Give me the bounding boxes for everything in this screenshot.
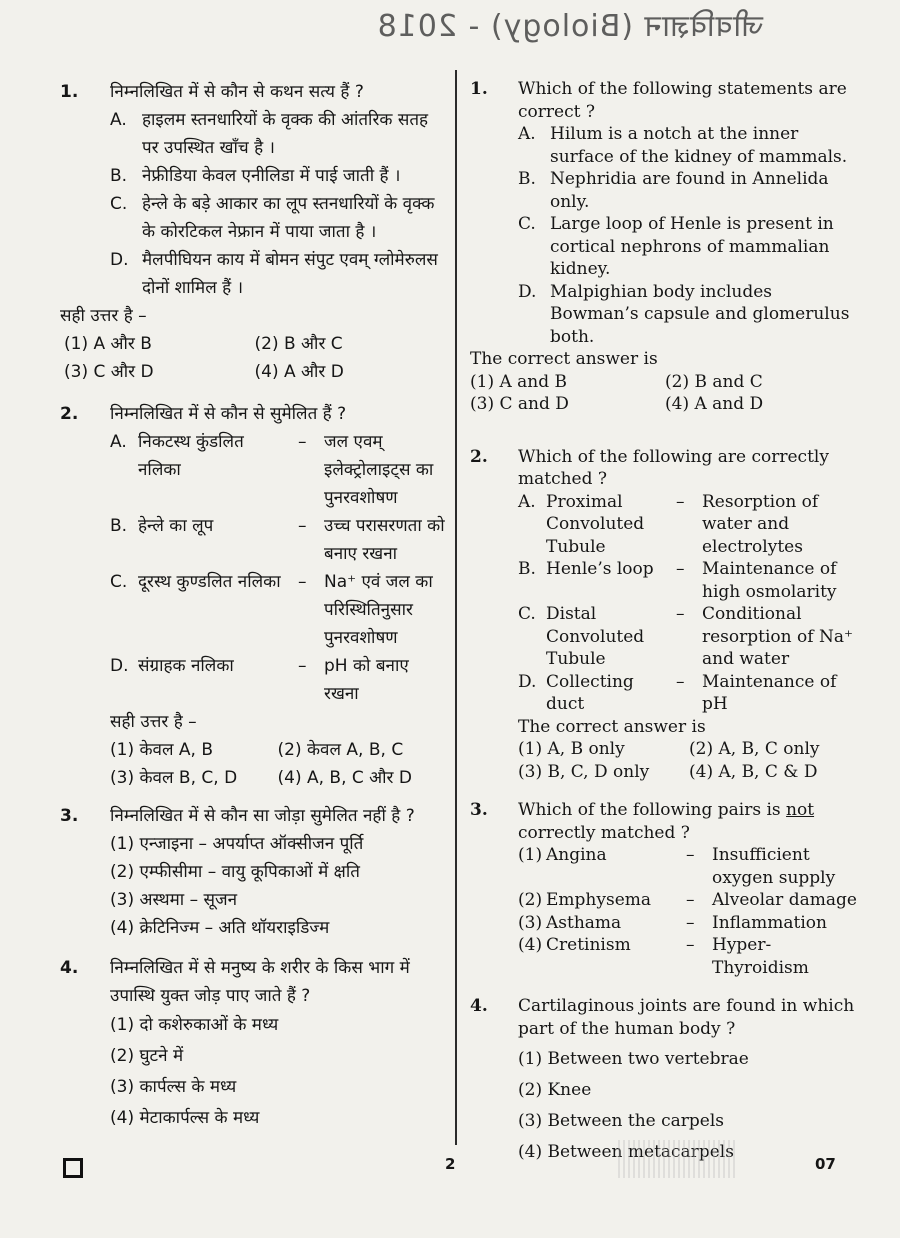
answer-option-2[interactable]: (2) B और C — [254, 334, 343, 354]
match-right: Conditional resorption of Na⁺ and water — [702, 604, 853, 669]
answer-option-1[interactable]: (1) दो कशेरुकाओं के मध्य — [110, 1015, 279, 1035]
question-text: निम्नलिखित में से कौन से कथन सत्य हैं ? — [110, 82, 364, 102]
answer-option-2[interactable]: (2) एम्फीसीमा – वायु कूपिकाओं में क्षति — [110, 862, 360, 882]
question-text: निम्नलिखित में से मनुष्य के शरीर के किस भाग में उपास्थि युक्त जोड़ पाए जाते हैं ? — [110, 958, 410, 1006]
answer-option-1[interactable]: (1) Angina — [518, 845, 607, 865]
answer-intro: The correct answer is — [470, 349, 658, 369]
match-table: A. निकटस्थ कुंडलित नलिका – जल एवम् इलेक्ट्रोलाइट्स का पुनरवशोषण B. हेन्ले का लूप – उच्च परासरणता को बनाए रखना C. दूरस्थ कुण्डलित नलिका – Na⁺ एवं जल का परिस्थितिनुसार पुनरवशोषण D. संग्राहक नलिका – pH को बनाए रखना — [110, 428, 445, 708]
answer-option-3[interactable]: (3) Asthama — [518, 912, 622, 933]
answer-option-4[interactable]: (4) क्रेटिनिज्म – अति थॉयराइडिज्म — [110, 918, 330, 938]
answer-option-1[interactable]: (1) एन्जाइना – अपर्याप्त ऑक्सीजन पूर्ति — [110, 834, 364, 854]
match-left: C. Distal Convoluted Tubule — [518, 604, 645, 669]
page-number: 2 — [445, 1155, 456, 1173]
answer-option-2[interactable]: (2) घुटने में — [110, 1046, 184, 1066]
english-question-2 — [470, 446, 860, 784]
question-number: 4. — [60, 958, 79, 978]
statement-b: B. Nephridia are found in Annelida only. — [518, 169, 829, 212]
answer-option-1[interactable]: (1) A, B only — [518, 739, 625, 759]
question-number: 4. — [470, 996, 488, 1016]
match-left: B. Henle’s loop — [518, 559, 654, 579]
match-table: (1) Angina – Insufficient oxygen supply (2) Emphysema – Alveolar damage (3) Asthama – Inflammation (4) Cretinism – Hyper-Thyroidism — [518, 845, 857, 978]
match-right: Na⁺ एवं जल का परिस्थितिनुसार पुनरवशोषण — [324, 572, 433, 648]
statement-a: A. Hilum is a notch at the inner surface of the kidney of mammals. — [518, 124, 848, 167]
answer-option-3[interactable]: (3) B, C, D only — [518, 761, 650, 782]
answer-option-2[interactable]: (2) A, B, C only — [689, 739, 820, 759]
match-right: उच्च परासरणता को बनाए रखना — [324, 516, 445, 564]
match-left: D. Collecting duct — [518, 671, 634, 714]
hindi-question-2 — [60, 400, 445, 792]
match-left: B. हेन्ले का लूप — [110, 516, 214, 536]
statement-c: C. हेन्ले के बड़े आकार का लूप स्तनधारियों के वृक्क के कोरटिकल नेफ्रान में पाया जाता है । — [110, 194, 435, 242]
statement-c: C. Large loop of Henle is present in cortical nephrons of mammalian kidney. — [518, 214, 834, 279]
question-number: 2. — [60, 404, 79, 424]
handwritten-header: जीवविज्ञान (Biology) - 2018 — [376, 9, 764, 44]
answer-option-3[interactable]: (3) C और D — [64, 362, 154, 382]
match-right: Resorption of water and electrolytes — [702, 491, 819, 557]
english-question-3 — [470, 799, 860, 979]
answer-option-3[interactable]: (3) Between the carpels — [518, 1111, 725, 1131]
match-left: A. निकटस्थ कुंडलित नलिका — [110, 432, 244, 480]
question-text: Cartilaginous joints are found in which part of the human body ? — [518, 996, 855, 1039]
answer-option-4[interactable]: (4) A and D — [665, 394, 764, 414]
question-number: 1. — [470, 79, 488, 99]
answer-option-3[interactable]: (3) केवल B, C, D — [110, 768, 238, 788]
statement-a: A. हाइलम स्तनधारियों के वृक्क की आंतरिक सतह पर उपस्थित खाँच है । — [110, 110, 429, 158]
hindi-question-1 — [60, 78, 445, 386]
match-right: Maintenance of high osmolarity — [702, 559, 837, 602]
answer-option-1[interactable]: (1) A और B — [64, 334, 152, 354]
answer-options — [60, 330, 445, 386]
question-number: 3. — [470, 800, 488, 820]
answer-option-4[interactable]: (4) A और D — [254, 362, 344, 382]
question-number: 1. — [60, 82, 79, 102]
answer-option-3[interactable]: (3) कार्पल्स के मध्य — [110, 1077, 237, 1097]
column-divider — [455, 70, 457, 1145]
answer-option-4[interactable]: (4) A, B, C & D — [689, 761, 818, 782]
english-column — [470, 78, 860, 1180]
answer-intro: सही उत्तर है – — [60, 306, 147, 326]
answer-option-4[interactable]: (4) Cretinism — [518, 935, 631, 955]
barcode-image — [618, 1140, 738, 1178]
answer-option-2[interactable]: (2) केवल A, B, C — [277, 740, 404, 760]
match-left: D. संग्राहक नलिका — [110, 656, 234, 676]
question-text: Which of the following are correctly matched ? — [518, 446, 829, 489]
answer-option-4[interactable]: (4) A, B, C और D — [277, 768, 413, 788]
answer-option-1[interactable]: (1) Between two vertebrae — [518, 1049, 749, 1069]
answer-options — [110, 736, 445, 792]
corner-square-marker — [63, 1158, 83, 1178]
english-question-1 — [470, 78, 860, 416]
answer-option-4[interactable]: (4) मेटाकार्पल्स के मध्य — [110, 1108, 260, 1128]
match-table: A. Proximal Convoluted Tubule – Resorption of water and electrolytes B. Henle’s loop – Maintenance of high osmolarity C. Distal Convoluted Tubule – Conditional resorption of Na⁺ and water D. Collecting duct – Maintenance of pH — [518, 491, 860, 716]
booklet-code: 07 — [815, 1155, 836, 1173]
question-number: 3. — [60, 806, 79, 826]
hindi-column — [60, 78, 445, 1146]
answer-option-4[interactable]: (4) Between metacarpels — [518, 1142, 734, 1162]
match-right: Maintenance of pH — [702, 671, 837, 714]
statement-d: D. Malpighian body includes Bowman’s capsule and glomerulus both. — [518, 281, 850, 347]
question-text: Which of the following statements are correct ? — [518, 79, 847, 122]
answer-options — [470, 371, 860, 416]
question-text: निम्नलिखित में से कौन से सुमेलित हैं ? — [110, 404, 347, 424]
question-text: निम्नलिखित में से कौन सा जोड़ा सुमेलित नहीं है ? — [110, 806, 415, 826]
match-right: pH को बनाए रखना — [324, 656, 409, 704]
match-right: जल एवम् इलेक्ट्रोलाइट्स का पुनरवशोषण — [324, 432, 434, 508]
answer-option-3[interactable]: (3) C and D — [470, 394, 569, 414]
answer-options — [518, 738, 860, 783]
hindi-question-3 — [60, 802, 445, 942]
hindi-question-4 — [60, 954, 445, 1134]
match-left: C. दूरस्थ कुण्डलित नलिका — [110, 572, 281, 592]
statement-d: D. मैलपीघियन काय में बोमन संपुट एवम् ग्लोमेरुलस दोनों शामिल हैं । — [110, 250, 438, 298]
question-text: Which of the following pairs is not correctly matched ? — [518, 800, 815, 843]
question-number: 2. — [470, 446, 488, 467]
answer-intro: सही उत्तर है – — [110, 712, 197, 732]
answer-option-3[interactable]: (3) अस्थमा – सूजन — [110, 890, 238, 910]
match-left: A. Proximal Convoluted Tubule — [518, 491, 645, 557]
answer-option-2[interactable]: (2) Knee — [518, 1080, 592, 1100]
answer-intro: The correct answer is — [518, 716, 706, 737]
answer-option-1[interactable]: (1) केवल A, B — [110, 740, 214, 760]
statement-b: B. नेफ्रीडिया केवल एनीलिडा में पाई जाती हैं । — [110, 166, 401, 186]
answer-option-2[interactable]: (2) B and C — [665, 371, 763, 392]
answer-option-2[interactable]: (2) Emphysema — [518, 890, 652, 910]
answer-option-1[interactable]: (1) A and B — [470, 371, 568, 392]
